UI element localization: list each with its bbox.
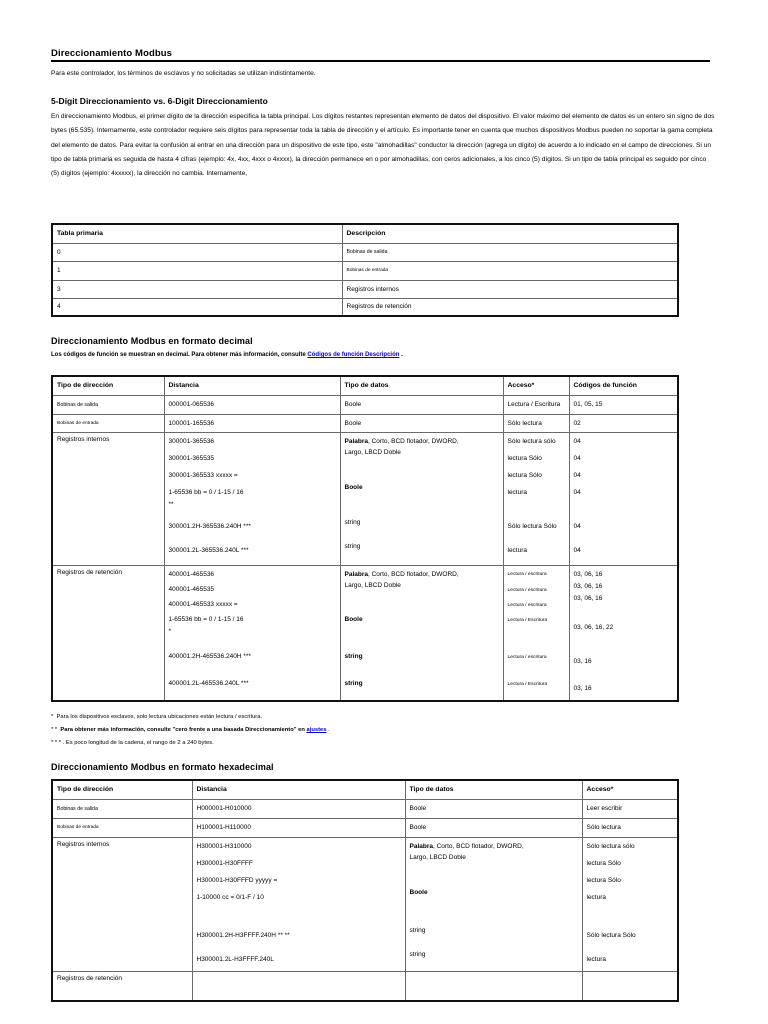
table-cell-access — [503, 565, 569, 701]
access-line: Sólo lectura sólo — [507, 437, 556, 445]
table-cell: Registros de retención — [52, 971, 192, 1001]
header-cell: Códigos de función — [569, 376, 678, 395]
table-cell: Registros de retención — [52, 565, 164, 701]
table-cell: 02 — [569, 414, 678, 432]
code-line: 04 — [573, 454, 581, 462]
header-cell: Tipo de datos — [405, 780, 582, 799]
header-cell: Distancia — [192, 780, 405, 799]
table-row — [52, 565, 678, 701]
table-cell: Registros internos — [52, 432, 164, 565]
code-line: 03, 06, 16 — [573, 594, 603, 602]
access-line: Lectura / escritura — [507, 571, 547, 577]
table-cell — [192, 971, 405, 1001]
access-line: Sólo lectura sólo — [586, 842, 635, 850]
table-row — [52, 818, 678, 837]
types-line: string — [344, 652, 363, 660]
types-line: string — [344, 542, 361, 550]
range-line: 300001.2L-365536.240L *** — [168, 546, 249, 554]
table-row — [52, 432, 678, 565]
types-bold: Palabra — [344, 437, 368, 445]
header-cell: Tipo de dirección — [52, 780, 192, 799]
table-cell: 01, 05, 15 — [569, 395, 678, 414]
table-cell: Registros internos — [52, 837, 192, 971]
table-cell: Sólo lectura — [503, 414, 569, 432]
table-cell-codes — [569, 432, 678, 565]
range-line: H300001-H30FFFF — [196, 859, 253, 867]
types-line: Largo, LBCD Doble — [409, 853, 466, 861]
table-cell-ranges — [192, 837, 405, 971]
settings-link[interactable]: ajustes — [306, 727, 327, 733]
table-header-row — [52, 376, 678, 395]
header-cell: Tabla primaria — [52, 224, 342, 243]
footnote-end: . — [328, 727, 330, 733]
code-line: 03, 06, 16, 22 — [573, 623, 614, 631]
types-bold: Palabra — [344, 570, 368, 578]
footnote-mark: * * * — [51, 740, 61, 746]
footnote-text: Para los dispositivos esclavos, solo lectura ubicaciones están lectura / escritura. — [56, 714, 263, 720]
table-cell: H100001-H110000 — [192, 818, 405, 837]
table-cell: Bobinas de salida — [52, 799, 192, 818]
types-rest: , Corto, BCD flotador, DWORD, — [368, 570, 459, 578]
table-row — [52, 837, 678, 971]
range-line: 1-65536 bb = 0 / 1-15 / 16 — [168, 488, 244, 496]
table-row — [52, 261, 678, 280]
types-line: Boole — [344, 483, 363, 491]
intro-text: Para este controlador, los términos de esclavos y no solicitadas se utilizan indistintamente. — [51, 70, 316, 77]
types-line: Largo, LBCD Doble — [344, 448, 401, 456]
access-line: lectura Sólo — [586, 876, 621, 884]
table-cell-ranges — [164, 432, 340, 565]
table-row — [52, 414, 678, 432]
types-line: string — [409, 950, 426, 958]
table-cell: Boole — [405, 818, 582, 837]
footnote-mark: * — [51, 714, 54, 720]
table-cell: Registros de retención — [342, 298, 678, 316]
access-line: lectura Sólo — [507, 471, 542, 479]
footnote-1 — [51, 714, 262, 720]
table-cell: Bobinas de entrada — [52, 414, 164, 432]
code-line: 04 — [573, 437, 581, 445]
title-rule — [51, 60, 710, 62]
range-line: 400001-465533 xxxxx = — [168, 600, 238, 608]
hex-section-title: Direccionamiento Modbus en formato hexadecimal — [51, 762, 274, 772]
range-line: 300001-365533 xxxxx = — [168, 471, 238, 479]
table-cell: Boole — [405, 799, 582, 818]
access-line: lectura Sólo — [586, 859, 621, 867]
access-line: Sólo lectura Sólo — [586, 931, 636, 939]
table-cell: Bobinas de salida — [342, 243, 678, 261]
decimal-subtitle-end: . — [401, 352, 403, 358]
decimal-subtitle-text: Los códigos de función se muestran en decimal. Para obtener más información, consulte — [51, 352, 306, 358]
types-line: Boole — [344, 615, 363, 623]
decimal-section-title: Direccionamiento Modbus en formato decimal — [51, 336, 253, 346]
range-line: 400001-465535 — [168, 585, 215, 593]
types-rest: , Corto, BCD flotador, DWORD, — [368, 437, 459, 445]
footnote-mark: * * — [51, 727, 58, 733]
footnote-text: . Es poco longitud de la cadena, el rango de 2 a 240 bytes. — [62, 740, 214, 746]
table-cell: Lectura / Escritura — [503, 395, 569, 414]
header-cell: Tipo de datos — [340, 376, 503, 395]
table-cell: 100001-165536 — [164, 414, 340, 432]
range-line: ** — [168, 500, 174, 508]
code-line: 03, 06, 16 — [573, 570, 603, 578]
range-line: H300001.2H-H3FFFF.240H ** ** — [196, 931, 290, 939]
types-line: string — [409, 926, 426, 934]
section-heading-digits: 5-Digit Direccionamiento vs. 6-Digit Direccionamiento — [51, 96, 268, 106]
primary-table — [51, 223, 679, 317]
decimal-table — [51, 375, 679, 702]
types-line — [345, 436, 503, 447]
types-line: string — [344, 518, 361, 526]
range-line: 400001-465536 — [168, 570, 215, 578]
table-cell-types — [340, 432, 503, 565]
access-line: lectura — [586, 955, 607, 963]
table-row — [52, 280, 678, 298]
table-cell: 3 — [52, 280, 342, 298]
table-cell: Boole — [340, 414, 503, 432]
body-paragraph: En direccionamiento Modbus, el primer dígito de la dirección especifica la tabla principal. Los dígitos restantes representan elemento de datos del dispositivo. El valor máximo del elemento de datos es un entero sin signo de dos bytes (65.535). Internamente, este controlador requiere seis dígitos para representar toda la tabla de dirección y el artículo. Es importante tener en cuenta que muchos dispositivos Modbus pueden no soportar la gama completa del elemento de datos. Para evitar la confusión al entrar en una dirección para un dispositivo de este tipo, este "almohadillas" conductor la dirección (agrega un dígito) de acuerdo a lo indicado en el campo de direcciones. Si un tipo de tabla primaria es seguida de hasta 4 cifras (ejemplo: 4x, 4xx, 4xxx o 4xxxx), la dirección permanece en o por almohadillas, con ceros adicionales, a los cinco (5) dígitos. Si un tipo de tabla principal es seguido por cinco (5) dígitos (ejemplo: 4xxxxx), la dirección no cambia. Internamente, — [51, 113, 715, 178]
range-line: 400001.2H-465536.240H *** — [168, 652, 251, 660]
range-line: * — [168, 627, 172, 635]
table-cell: 0 — [52, 243, 342, 261]
code-line: 03, 16 — [573, 684, 592, 692]
table-cell: Sólo lectura — [582, 818, 678, 837]
code-line: 04 — [573, 522, 581, 530]
range-line: 300001-365535 — [168, 454, 215, 462]
table-row — [52, 799, 678, 818]
table-cell-codes — [569, 565, 678, 701]
decimal-subtitle — [51, 352, 403, 358]
table-header-row — [52, 224, 678, 243]
table-cell: H000001-H010000 — [192, 799, 405, 818]
table-cell-access — [503, 432, 569, 565]
table-cell: Bobinas de entrada — [342, 261, 678, 280]
types-rest: , Corto, BCD flotador, DWORD, — [433, 842, 524, 850]
header-cell: Acceso* — [582, 780, 678, 799]
access-line: lectura — [586, 893, 607, 901]
code-line: 04 — [573, 546, 581, 554]
access-line: Lectura / escritura — [507, 654, 547, 660]
table-cell-ranges — [164, 565, 340, 701]
code-line: 04 — [573, 488, 581, 496]
range-line: 300001.2H-365536.240H *** — [168, 522, 251, 530]
range-line: H300001-H30FFFD yyyyy = — [196, 876, 278, 884]
types-line: Boole — [409, 888, 428, 896]
range-line: 400001.2L-465536.240L *** — [168, 679, 249, 687]
table-cell: 000001-065536 — [164, 395, 340, 414]
code-line: 03, 06, 16 — [573, 582, 603, 590]
header-cell: Descripción — [342, 224, 678, 243]
table-cell-access — [582, 837, 678, 971]
types-bold: Palabra — [409, 842, 433, 850]
table-header-row — [52, 780, 678, 799]
table-row — [52, 243, 678, 261]
range-line: 1-65536 bb = 0 / 1-15 / 16 — [168, 615, 244, 623]
table-cell: Registros internos — [342, 280, 678, 298]
types-line: string — [344, 679, 363, 687]
hex-table — [51, 779, 679, 1002]
range-line: H300001.2L-H3FFFF.240L — [196, 955, 274, 963]
header-cell: Tipo de dirección — [52, 376, 164, 395]
code-line: 04 — [573, 471, 581, 479]
table-cell: 4 — [52, 298, 342, 316]
range-line: H300001-H310000 — [196, 842, 252, 850]
header-cell: Acceso* — [503, 376, 569, 395]
range-line: 300001-365536 — [168, 437, 215, 445]
footnote-2 — [51, 727, 330, 733]
types-line: Largo, LBCD Doble — [344, 581, 401, 589]
header-cell: Distancia — [164, 376, 340, 395]
table-cell — [405, 971, 582, 1001]
access-line: Lectura / escritura — [507, 587, 547, 593]
access-line: lectura — [507, 546, 528, 554]
access-line: Sólo lectura Sólo — [507, 522, 557, 530]
table-cell: Bobinas de entrada — [52, 818, 192, 837]
access-line: lectura — [507, 488, 528, 496]
table-cell — [582, 971, 678, 1001]
access-line: Lectura / Escritura — [507, 617, 548, 623]
table-cell: Leer escribir — [582, 799, 678, 818]
table-row — [52, 971, 678, 1001]
page-title: Direccionamiento Modbus — [51, 48, 173, 59]
types-line — [345, 569, 503, 580]
function-codes-link[interactable]: Códigos de función Descripción — [307, 352, 400, 358]
table-row — [52, 395, 678, 414]
code-line: 03, 16 — [573, 657, 592, 665]
table-cell: Boole — [340, 395, 503, 414]
types-line — [410, 841, 582, 852]
access-line: lectura Sólo — [507, 454, 542, 462]
table-cell: Bobinas de salida — [52, 395, 164, 414]
footnote-text: Para obtener más información, consulte "cero frente a una basada Direccionamiento" en — [60, 727, 305, 733]
table-cell-types — [340, 565, 503, 701]
table-row — [52, 298, 678, 316]
range-line: 1-10000 cc = 0/1-F / 10 — [196, 893, 264, 901]
table-cell: 1 — [52, 261, 342, 280]
access-line: Lectura / Escritura — [507, 681, 548, 687]
footnote-3 — [51, 740, 214, 746]
access-line: Lectura / escritura — [507, 602, 547, 608]
table-cell-types — [405, 837, 582, 971]
